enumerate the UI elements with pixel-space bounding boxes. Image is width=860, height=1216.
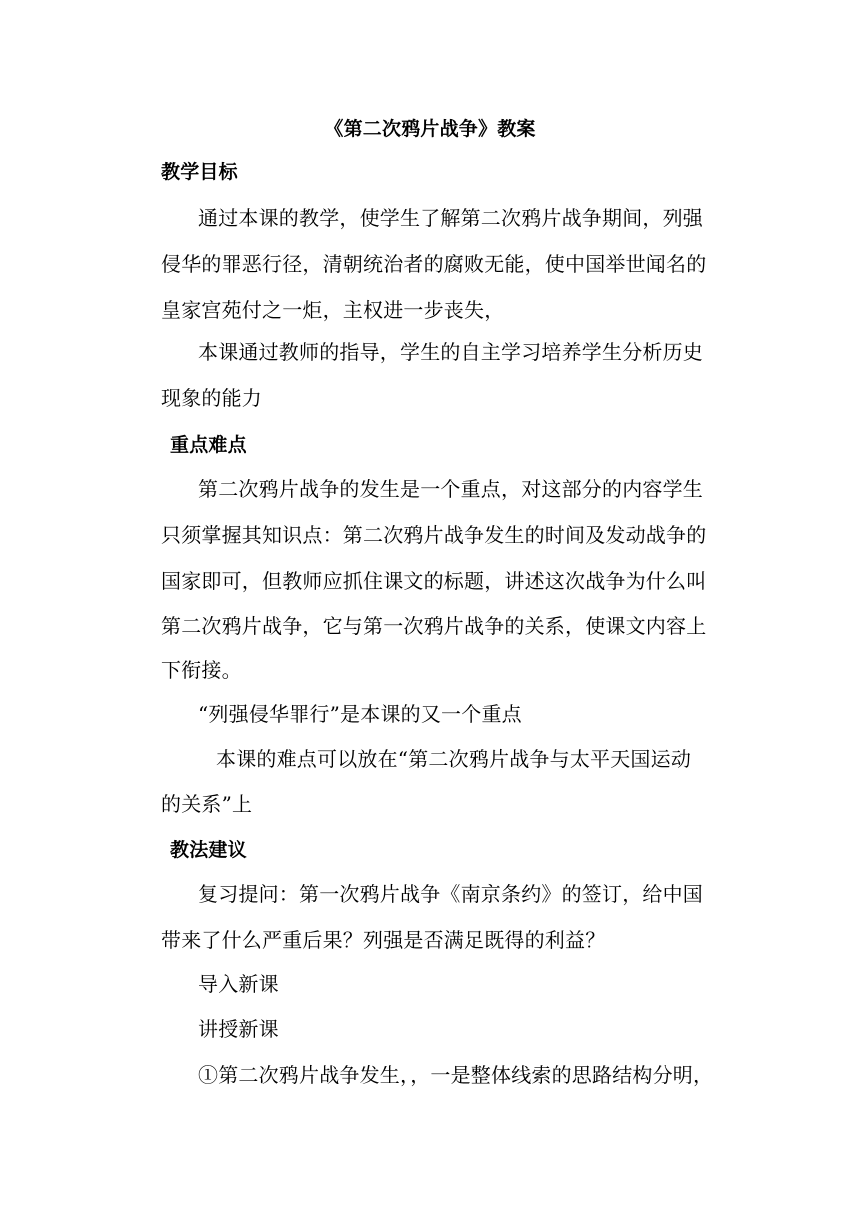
paragraph-line: 第二次鸦片战争的发生是一个重点，对这部分的内容学生	[198, 477, 703, 501]
paragraph-line: 导入新课	[198, 972, 279, 996]
paragraph-line: 现象的能力	[161, 386, 262, 410]
paragraph-line: 第二次鸦片战争，它与第一次鸦片战争的关系，使课文内容上	[161, 614, 707, 638]
paragraph-line: ①第二次鸦片战争发生，，一是整体线索的思路结构分明，	[198, 1063, 714, 1087]
paragraph-line: 本课通过教师的指导，学生的自主学习培养学生分析历史	[198, 340, 703, 364]
paragraph-line: 的关系”上	[161, 792, 253, 816]
paragraph-line: “列强侵华罪行”是本课的又一个重点	[198, 702, 522, 726]
paragraph-line: 下衔接。	[161, 658, 242, 682]
paragraph-line: 通过本课的教学，使学生了解第二次鸦片战争期间，列强	[198, 206, 703, 230]
paragraph-line: 只须掌握其知识点：第二次鸦片战争发生的时间及发动战争的	[161, 523, 707, 547]
paragraph-line: 讲授新课	[198, 1017, 279, 1041]
section-heading-objectives: 教学目标	[161, 161, 238, 183]
paragraph-line: 侵华的罪恶行径，清朝统治者的腐败无能，使中国举世闻名的	[161, 252, 707, 276]
paragraph-line: 国家即可，但教师应抓住课文的标题，讲述这次战争为什么叫	[161, 569, 707, 593]
paragraph-line: 带来了什么严重后果？列强是否满足既得的利益？	[161, 928, 606, 952]
paragraph-line: 皇家宫苑付之一炬，主权进一步丧失，	[161, 298, 505, 322]
document-title: 《第二次鸦片战争》教案	[324, 118, 536, 140]
paragraph-line: 本课的难点可以放在“第二次鸦片战争与太平天国运动	[216, 747, 692, 771]
section-heading-method: 教法建议	[170, 839, 247, 861]
paragraph-line: 复习提问：第一次鸦片战争《南京条约》的签订，给中国	[198, 882, 703, 906]
section-heading-key-points: 重点难点	[170, 434, 247, 456]
